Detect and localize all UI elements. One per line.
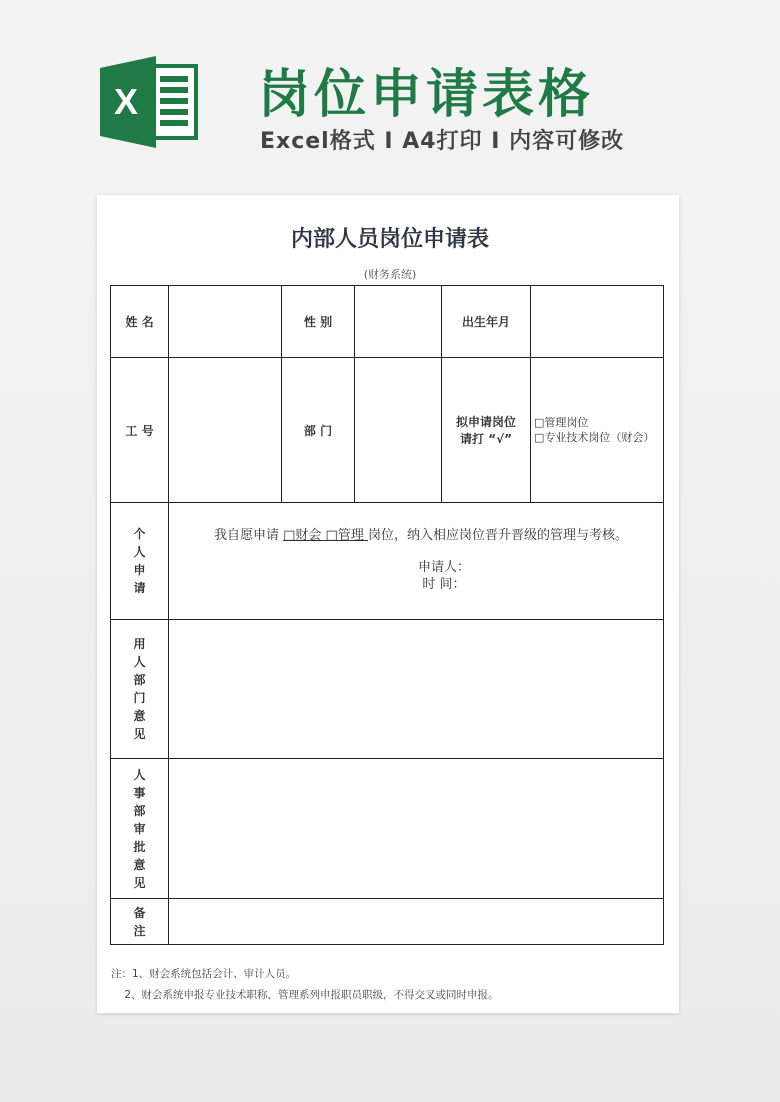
banner-subtitle: Excel格式 I A4打印 I 内容可修改 (260, 129, 625, 154)
document-subtitle: (财务系统) (363, 268, 417, 281)
apply-text-after: 岗位，纳入相应岗位晋升晋级的管理与考核。 (367, 527, 628, 543)
department-label: 部 门 (282, 358, 355, 503)
document-title: 内部人员岗位申请表 (290, 227, 489, 252)
notes (111, 964, 499, 1006)
note-1: 注：1、财会系统包括会计、审计人员。 (111, 968, 297, 980)
position-options (531, 358, 664, 503)
hr-opinion-label-text: 人事部审批意见 (133, 767, 146, 890)
position-label (442, 358, 531, 503)
employee-id-label: 工 号 (111, 358, 169, 503)
dept-opinion-label (111, 620, 169, 759)
remarks-label (111, 899, 169, 945)
name-field[interactable] (169, 286, 282, 358)
name-label: 姓 名 (111, 286, 169, 358)
birth-label: 出生年月 (442, 286, 531, 358)
banner-title: 岗位申请表格 (258, 65, 595, 125)
department-field[interactable] (355, 358, 442, 503)
option-management[interactable]: □管理岗位 (534, 416, 589, 429)
time-label: 时 间： (422, 576, 466, 592)
gender-label: 性 别 (282, 286, 355, 358)
dept-opinion-label-text: 用人部门意见 (133, 637, 146, 741)
birth-field[interactable] (531, 286, 664, 358)
remarks-label-text: 备注 (133, 905, 146, 938)
excel-logo-icon (100, 56, 198, 148)
apply-text-before: 我自愿申请 (214, 527, 284, 543)
personal-application-cell[interactable] (169, 503, 664, 620)
svg-text:X: X (113, 81, 139, 122)
position-label-line-2: 请打 “√” (460, 432, 512, 446)
employee-id-field[interactable] (169, 358, 282, 503)
personal-application-label (111, 503, 169, 620)
hr-opinion-field[interactable] (169, 759, 664, 899)
apply-choice[interactable]: □财会 □管理 (283, 527, 368, 543)
position-label-line-1: 拟申请岗位 (455, 415, 516, 429)
remarks-field[interactable] (169, 899, 664, 945)
hr-opinion-label (111, 759, 169, 899)
application-form (110, 285, 664, 945)
applicant-label: 申请人： (417, 559, 470, 575)
note-2: 2、财会系统申报专业技术职称，管理系列申报职员职级，不得交叉或同时申报。 (111, 989, 499, 1001)
dept-opinion-field[interactable] (169, 620, 664, 759)
option-technical[interactable]: □专业技术岗位（财会） (534, 431, 655, 444)
personal-application-label-text: 个人申请 (133, 527, 146, 595)
gender-field[interactable] (355, 286, 442, 358)
